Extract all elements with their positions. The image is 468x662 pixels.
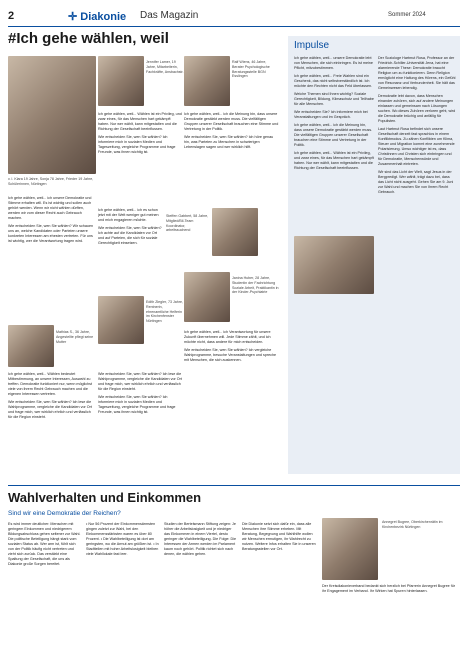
paragraph: Wie entscheiden Sie, wen Sie wählen? Ich lese die Wahlprogramme, vergleiche die Kandidaten vor Ort und frage mich, wer wirklich ehrlich und verlässlich für die Region einsteht. <box>98 372 182 391</box>
text-column-a <box>8 196 96 322</box>
portrait-photo <box>98 56 144 106</box>
brand-name: Diakonie <box>80 11 127 23</box>
group-caption: v. l. Klara 19 Jahre, Sonja 78 Jahre, Frieder 19 Jahre, Schülerinnen, Nürtingen <box>8 177 94 186</box>
section-subtitle: Sind wir eine Demokratie der Reichen? <box>8 510 121 517</box>
bottom-column-2 <box>86 522 160 658</box>
paragraph: Wie entscheiden Sie, wen Sie wählen? Ich achte auf die Kandidaten vor Ort und auf Parteien, die sich für soziale Gerechtigkeit einsetzen. <box>98 226 162 245</box>
portrait-photo <box>8 325 54 367</box>
portrait-caption: Mathias S., 36 Jahre, Angestellte pflegt seine Mutter <box>56 330 94 344</box>
paragraph: Welche Themen sind Ihnen wichtig? Soziale Gerechtigkeit, Bildung, Klimaschutz und Teilhabe für alle Menschen. <box>294 92 374 106</box>
paragraph: Wir sind das Licht der Welt, sagt Jesus in der Bergpredigt. Wer wählt, trägt dazu bei, dass das Licht nicht ausgeht. Gehen Sie am 9. Juni zur Wahl und machen Sie von Ihrem Recht Gebrauch. <box>378 170 454 194</box>
brand-logo: ✛ Diakonie <box>68 11 127 23</box>
text-column-b <box>98 112 182 202</box>
section-title: Wahlverhalten und Einkommen <box>8 490 202 505</box>
text-column-c <box>184 112 280 204</box>
author-caption: Annegret Bugree, Oberkirchenrätin im Kirchenbezirk Nürtingen <box>382 520 443 529</box>
closing-note <box>322 584 460 658</box>
paragraph: Es wird immer deutlicher: Menschen mit geringem Einkommen und niedrigerem Bildungsabschluss gehen seltener zur Wahl. Die politische Beteiligung hängt stark vom sozialen Status ab. Wer arm ist, fühlt sich von der Politik häufig nicht vertreten und zieht sich zurück. Das verstärkt eine Spaltung der Gesellschaft, die uns als Diakonie große Sorgen bereitet. <box>8 522 81 566</box>
paragraph: Wie entscheiden Sie, wen Sie wählen? Ich informiere mich in sozialen Medien und Tageszeitung, vergleiche Programme und frage Freunde, was ihnen wichtig ist. <box>98 135 176 154</box>
paragraph: Wie entscheiden Sie, wen Sie wählen? Ich lese die Wahlprogramme, vergleiche die Kandidaten vor Ort und frage mich, wer wirklich ehrlich und verlässlich für die Region einsteht. <box>8 400 92 419</box>
portrait-caption: Ralf Wiens, 46 Jahre, Berater Psychologische Beratungsstelle BGN Esslingen <box>232 60 270 79</box>
page-number: 2 <box>8 10 15 22</box>
paragraph: Ich gehe wählen, weil... ich die Meinung bin, dass unsere Demokratie gestärkt werden muss. Die vielfältigen Gruppen unserer Gesellschaft brauchen eine Stimme und Vertretung in der Politik. <box>294 123 373 147</box>
header-rule <box>8 26 460 27</box>
paragraph: Ich gehe wählen, weil... Wählen ist ein Privileg, und zwar eines, für das Menschen hart gekämpft haben. Nur wer wählt, kann mitgestalten und die Richtung der Gesellschaft beeinflussen. <box>294 151 374 170</box>
impulse-text-right <box>378 56 456 474</box>
paragraph: • Nur 56 Prozent der Einkommensärmsten gingen zuletzt zur Wahl, bei den Einkommensstärksten waren es über 80 Prozent. • Die Wahlbeteiligung ist dort am geringsten, wo die Armut am größten ist. • In Stadtteilen mit hoher Arbeitslosigkeit bleiben viele Wahllokale fast leer. <box>86 522 159 556</box>
portrait-photo <box>98 296 144 344</box>
paragraph: Studien der Bertelsmann Stiftung zeigen: Je höher die Arbeitslosigkeit und je niedriger das Einkommen in einem Viertel, desto geringer die Wahlbeteiligung. Die Folge: Die Interessen der Armen werden im Parlament kaum noch gehört. Politik richtet sich nach denen, die wählen gehen. <box>164 522 237 556</box>
text-column-b2 <box>98 208 162 290</box>
paragraph: Laut Hartmut Rosa befindet sich unsere Gesellschaft derzeit fast sprachlos in einem Konfliktmodus. Zu zähen Konflikten um Klima, Steuer und Migration kommt eine zunehmende Polarisierung. Umso wichtiger ist es, dass Christinnen und Christen sich einbringen und für Demokratie, Menschenwürde und Zusammenhalt eintreten. <box>378 127 455 166</box>
paragraph: Wie entscheiden Sie, wen Sie wählen? Ich vergleiche Wahlprogramme, besuche Veranstaltungen und spreche mit Menschen, die sich auskennen. <box>184 348 277 362</box>
page-title: #Ich gehe wählen, weil <box>8 30 169 47</box>
portrait-photo <box>184 272 230 322</box>
text-column-c2 <box>184 330 280 472</box>
magazine-name: Das Magazin <box>140 10 199 21</box>
paragraph: Ich gehe wählen, weil... Wählen ist ein Privileg, und zwar eines, für das Menschen hart gekämpft haben. Nur wer wählt, kann mitgestalten und die Richtung der Gesellschaft beeinflussen. <box>98 112 182 131</box>
paragraph: Ich gehe wählen, weil... ich die Meinung bin, dass unsere Demokratie gestärkt werden muss. Die vielfältigen Gruppen unserer Gesellschaft brauchen eine Stimme und Vertretung in der Politik. <box>184 112 279 131</box>
paragraph: Wie entscheiden Sie, wen Sie wählen? Ich informiere mich in sozialen Medien und Tageszeitung, vergleiche Programme und frage Freunde, was ihnen wichtig ist. <box>98 395 176 414</box>
issue-label: Sommer 2024 <box>388 12 426 18</box>
bottom-column-4 <box>242 522 316 658</box>
paragraph: Wie entscheiden Sie, wen Sie wählen? Ich höre genau hin, was Parteien zu Menschen in schwierigen Lebenslagen sagen und wer wirklich hilft. <box>184 135 274 149</box>
paragraph: Die Diakonie setzt sich dafür ein, dass alle Menschen ihre Stimme erheben. Mit Beratung, Begegnung und Wahlhilfe wollen wir Menschen ermutigen, ihr Wahlrecht zu nutzen. Weitere Infos erhalten Sie in unseren Beratungsstellen vor Ort. <box>242 522 316 551</box>
impulse-title: Impulse <box>294 40 330 51</box>
portrait-caption: Steffen Gabbert, 58 Jahre, Mitglied/Bil-Team Koordinator, arbeitssuchend <box>166 214 209 233</box>
portrait-photo <box>212 208 258 256</box>
paragraph: Wie entscheiden Sie, wen Sie wählen? Wir schauen uns an, welche Kandidaten oder Parteien unsere konkreten Interessen am ehesten vertreten. Für uns ist wichtig, wer die Verantwortung tragen wird. <box>8 224 94 243</box>
section-rule <box>8 485 460 486</box>
paragraph: Ich gehe wählen, weil... unsere Demokratie lebt von Menschen, die sich einbringen. Es ist meine Pflicht, mitzubestimmen. <box>294 56 373 70</box>
paragraph: Demokratie lebt davon, dass Menschen einander zuhören, sich auf andere Meinungen einlassen und gemeinsam nach Lösungen suchen. Wo dieses Zuhören verloren geht, wird die Demokratie brüchig und anfällig für Populisten. <box>378 94 456 123</box>
portrait-caption: Edith Ziegler, 73 Jahre, Rentnerin, ehrenamtliche Helferin im Kirchenfenster Nürtingen <box>146 300 183 324</box>
portrait-photo <box>294 236 374 294</box>
text-column-a2 <box>8 372 96 472</box>
group-photo <box>8 56 96 174</box>
portrait-photo <box>184 56 230 106</box>
bottom-column-3 <box>164 522 238 658</box>
paragraph: Der Soziologe Hartmut Rosa, Professor an der Friedrich-Schiller-Universität Jena, hat eine alarmierende These: Demokratie braucht Religion um zu funktionieren. Denn Religion ermöglicht eine Haltung des Hörens, ein Gefühl von Resonanz und Verbundenheit. Sie hält das Gemeinwesen lebendig. <box>378 56 456 90</box>
portrait-caption: Janina Huber, 28 Jahre, Studentin der Fachrichtung Soziale Arbeit, Praktikantin in der Kinder-Psychiatrie <box>232 276 279 295</box>
paragraph: Ich gehe wählen, weil... Freie Wahlen sind ein Geschenk, das nicht selbstverständlich ist. Ich möchte den Rechten nicht das Feld überlassen. <box>294 74 373 88</box>
text-column-b3 <box>98 372 182 472</box>
portrait-photo <box>322 518 378 580</box>
paragraph: Ich gehe wählen, weil... Wählen bedeutet Mitbestimmung, an unsere Interessen, Auswahl zu treffen. Demokratie funktioniert nur, wenn möglichst viele von ihrem Recht Gebrauch machen und die eigenen Interessen vertreten. <box>8 372 92 396</box>
bottom-column-1 <box>8 522 82 658</box>
paragraph: Ich gehe wählen, weil... ich unsere Demokratie und Stimme erhalten will. Es ist wichtig und sollen auch gehört werden. Wenn wir nicht wählen dürften, werden wir vom dieser Recht auch Gebrauch machen. <box>8 196 92 220</box>
paragraph: Ich gehe wählen, weil... ich es schon jetzt mit der Welt weniger gut meinen und mich engagieren möchte. <box>98 208 159 222</box>
paragraph: Der Kreisdiakonieverband bedankt sich herzlich bei Pfarrerin Annegret Bugree für ihr Engagement im Verband. Ihr Wirken hat Spuren hinterlassen. <box>322 584 456 593</box>
portrait-caption: Jennifer Lamer, 19 Jahre, Mitarbeiterin, Fachkräfte, Ansbachstr. <box>146 60 184 74</box>
paragraph: Wie entscheiden Sie? Ich informiere mich bei Veranstaltungen und im Gespräch. <box>294 110 368 119</box>
paragraph: Ich gehe wählen, weil... ich Verantwortung für unsere Zukunft übernehmen will. Jede Stimme zählt, und ich möchte nicht, dass andere für mich entscheiden. <box>184 330 271 344</box>
